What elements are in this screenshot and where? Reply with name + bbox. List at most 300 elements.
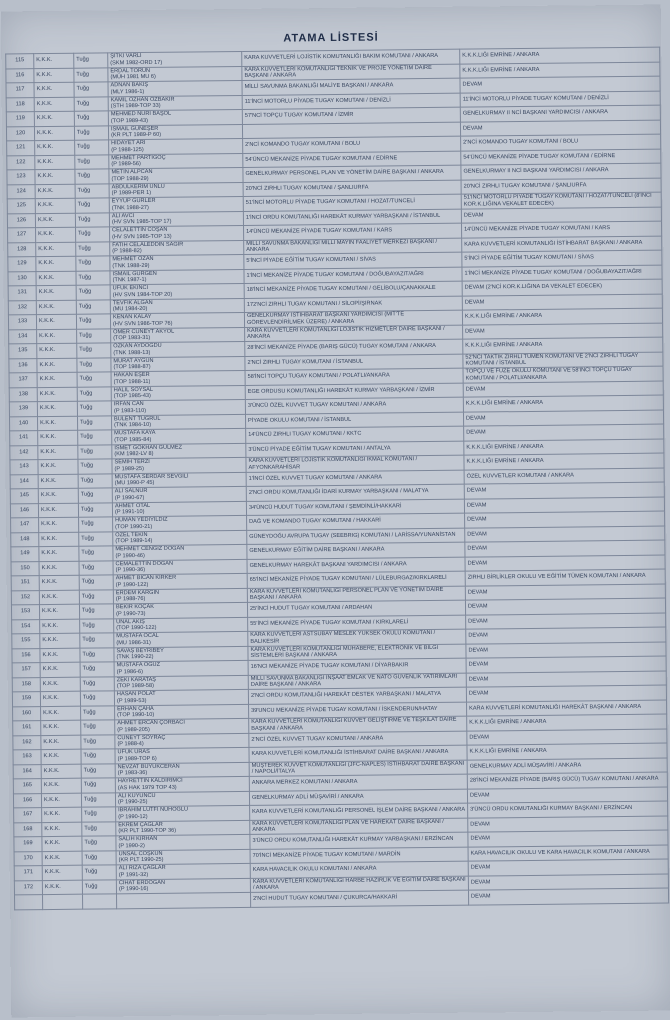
row-number: 149 [11,547,39,562]
row-number: 134 [9,329,37,344]
row-new-post: DEVAM [466,642,666,659]
row-sicil-text: (HV SVN 1985-TOP 17) [111,218,172,226]
row-rank: Tuğg [79,517,113,532]
row-name-text: ÜNSAL COŞKUN [118,850,163,857]
row-current-post: 70'İNCİ MEKANİZE PİYADE TUGAY KOMUTANI / MARDİN [250,847,468,864]
row-name-text: FATİH CELALEDDİN SAĞIR [112,241,184,248]
row-rank: Tuğg [77,415,111,430]
row-name-text: ÖMER CÜNEYT AKYOL [113,328,175,335]
row-sicil-text: (TNK 1990-22) [116,654,154,661]
row-name-text: NEVZAT BÜYÜKCERAN [117,763,180,770]
row-name [112,472,246,488]
row-name-text: METİN ALPCAN [111,169,153,176]
row-current-post: KARA KUVVETLERİ KOMUTANLIĞI KUVVET GELİŞTİRME VE TEŞKİLAT DAİRE BAŞKANI / ANKARA [249,716,467,733]
row-current-post: GÜNEYDOĞU AVRUPA TUGAY (SEEBRIG) KOMUTANI / LARİSSA/YUNANİSTAN [247,528,465,545]
row-unit: K.K.K. [39,575,79,590]
row-new-post: K.K.K.LIĞI EMRİNE / ANKARA [467,714,667,731]
row-number: 143 [10,460,38,475]
row-sicil-text: (KR PLT 1990-TOP 36) [118,827,177,835]
row-unit: K.K.K. [38,488,78,503]
row-sicil-text: (TOP 1989-58) [116,683,154,690]
row-name [112,457,246,473]
row-name-text: İRFAN CAN [113,401,144,408]
row-sicil-text: (MLY 1986-1) [110,88,145,96]
row-name [115,747,249,763]
row-name-text: ALİ SALNUR [114,488,148,495]
row-new-post: DEVAM [463,381,663,398]
row-current-post: KARA KUVVETLERİ KOMUTANLIĞI MUHABERE, ELEKTRONİK VE BİLGİ SİSTEMLERİ BAŞKANI / ANKARA [248,644,466,661]
row-number: 171 [14,866,42,881]
row-rank: Tuğg [78,444,112,459]
row-name-text: ÖZKAN AYDOĞDU [113,342,162,350]
row-name [110,254,244,270]
row-rank: Tuğg [81,763,115,778]
row-name-text: ZEKİ KARATAŞ [116,676,157,683]
row-new-post: DEVAM [465,540,665,557]
row-new-post: DEVAM [468,830,668,847]
row-name [113,588,247,604]
row-number: 139 [9,402,37,417]
row-sicil-text: (TOP 1983-31) [113,335,151,342]
row-current-post: PİYADE OKULU KOMUTANI / İSTANBUL [245,412,463,429]
row-name [115,704,249,720]
row-name-text: MURAT AYGÜN [113,357,154,364]
row-current-post: KARA KUVVETLERİ KOMUTANLIĞI İSTİHBARAT DAİRE BAŞKANI / ANKARA [249,745,467,762]
row-number: 161 [13,721,41,736]
row-new-post: DEVAM [465,584,665,601]
row-rank: Tuğg [74,53,108,68]
row-sicil-text: (TOP 1988-11) [113,378,151,386]
row-name-text: KENAN KALAY [112,314,152,321]
row-rank: Tuğg [82,836,116,851]
row-rank: Tuğg [80,618,114,633]
row-current-post: 3'ÜNCÜ PİYADE EĞİTİM TUGAY KOMUTANI / ANTALYA [246,441,464,458]
row-unit: K.K.K. [39,517,79,532]
row-unit: K.K.K. [36,242,76,257]
row-number: 131 [8,286,36,301]
row-name-text: MUSTAFA SERDAR SEVGİLİ [114,473,189,480]
row-unit: K.K.K. [35,198,75,213]
row-name-text: EKREM ÇAĞLAR [118,821,163,828]
row-name [116,834,250,850]
row-name-text: İSMAİL GÜNEŞER [110,125,159,132]
row-new-post: 51'İNCİ MOTORLU PİYADE TUGAY KOMUTANI / HOZAT/TUNCELİ (8'İNCİ KOR.K.LIĞINA VEKALET EDECEK) [461,192,661,209]
row-unit: K.K.K. [35,184,75,199]
row-name [113,544,247,560]
row-name-text: AHMET OTAL [114,502,151,509]
row-unit: K.K.K. [42,822,82,837]
row-name-text: HALİL SOYSAL [113,386,154,393]
row-name-text: EYYÜP GÜRLER [111,198,156,205]
row-rank: Tuğg [79,546,113,561]
row-number: 147 [11,518,39,533]
row-current-post: KARA HAVACILIK OKULU KOMUTANI / ANKARA [250,861,468,878]
row-unit: K.K.K. [42,865,82,880]
row-name [114,689,248,705]
row-unit: K.K.K. [40,633,80,648]
row-current-post: EGE ORDUSU KOMUTANLIĞI HAREKÂT KURMAY YARBAŞKANI / İZMİR [245,383,463,400]
row-new-post: GENELKURMAY II NCİ BAŞKANI YARDIMCISI / ANKARA [461,163,661,180]
row-rank: Tuğg [74,67,108,82]
row-new-post: KARA KUVVETLERİ KOMUTANLIĞI İSTİHBARAT BAŞKANI / ANKARA [462,236,662,253]
row-unit: K.K.K. [42,880,82,895]
row-rank: Tuğg [79,531,113,546]
row-number [15,895,43,910]
row-current-post: KARA KUVVETLERİ KOMUTANLIĞI TEKNİK VE PROJE YÖNETİM DAİRE BAŞKANI / ANKARA [242,64,460,81]
row-sicil-text: (P 1989-TOP 6) [117,755,157,763]
row-name [111,341,245,357]
row-number: 167 [14,808,42,823]
row-name-text: CÜNEYT SOYRAÇ [117,734,166,741]
row-number: 160 [13,706,41,721]
row-name [111,370,245,386]
row-new-post: DEVAM [465,555,665,572]
row-rank: Tuğg [82,807,116,822]
row-name-text: ÖZEL TEKİN [115,531,148,538]
row-number: 162 [13,735,41,750]
row-new-post: DEVAM [461,207,661,224]
row-sicil-text: (TOP 1988-87) [113,364,151,371]
row-number: 116 [6,68,34,83]
row-number: 124 [7,184,35,199]
row-name [113,515,247,531]
row-current-post: 1'İNCİ MEKANİZE PİYADE TUGAY KOMUTANI / DOĞUBAYAZIT/AĞRI [244,267,462,284]
row-new-post: DEVAM [464,497,664,514]
row-current-post: 65'İNCİ MEKANİZE PİYADE TUGAY KOMUTANI / LÜLEBURGAZ/KIRKLARELİ [247,571,465,588]
row-sicil-text: (TOP 1990-10) [117,712,155,719]
row-number: 169 [14,837,42,852]
row-new-post: K.K.K.LIĞI EMRİNE / ANKARA [460,62,660,79]
row-new-post: 52'NCİ TAKTİK ZIRHLI TÜMEN KOMUTANI VE 2'NCİ ZIRHLI TUGAY KOMUTANI / İSTANBUL [463,352,663,369]
row-sicil-text [119,900,248,901]
row-current-post: 25'İNCİ HUDUT TUGAY KOMUTANI / ARDAHAN [247,600,465,617]
row-rank: Tuğg [77,343,111,358]
row-rank [82,894,116,909]
row-number: 122 [7,155,35,170]
row-number: 129 [8,257,36,272]
row-current-post: KARA KUVVETLERİ KOMUTANLIĞI PERSONEL PLAN VE YÖNETİM DAİRE BAŞKANI / ANKARA [247,586,465,603]
row-new-post: DEVAM [464,482,664,499]
row-rank: Tuğg [82,865,116,880]
row-name-text: ERHAN ÇAHA [117,705,154,712]
row-sicil-text: (TNK 1988-29) [112,262,150,270]
row-name-text: İBRAHİM LÜTFİ NUHOĞLU [118,806,189,814]
row-name-text: TEVFİK ALGAN [112,299,153,306]
row-number: 121 [7,141,35,156]
row-number: 166 [13,793,41,808]
row-new-post: 2'NCİ KOMANDO TUGAY KOMUTANI / BOLU [461,134,661,151]
row-name [112,428,246,444]
row-new-post: DEVAM [468,874,668,891]
row-rank: Tuğg [79,589,113,604]
row-current-post: 57'NCİ TOPÇU TUGAY KOMUTANI / İZMİR [242,107,460,124]
row-name [112,443,246,459]
row-current-post: 51'İNCİ MOTORLU PİYADE TUGAY KOMUTANI / HOZAT/TUNCELİ [243,194,461,211]
row-name-text: HAKAN EŞER [113,372,150,379]
row-name-text: KAMİL ÖZHAN ÖZBAKIR [110,96,175,103]
row-unit: K.K.K. [35,140,75,155]
row-current-post: 3'ÜNCÜ ORDU KOMUTANLIĞI HAREKÂT KURMAY YARBAŞKANI / ERZİNCAN [250,832,468,849]
row-sicil-text: (MU 1984-20) [112,306,148,313]
row-name-text: BEKİR KOÇAK [115,604,154,611]
row-current-post: KARA KUVVETLERİ KOMUTANLIĞI LOJİSTİK HİZMETLER DAİRE BAŞKANI / ANKARA [245,325,463,342]
row-rank: Tuğg [77,328,111,343]
row-name [115,791,249,807]
row-current-post: 172'NCİ ZIRHLI TUGAY KOMUTANI / SİLOPİ/ŞIRNAK [244,296,462,313]
row-sicil-text: (TNK 1988-27) [111,204,149,212]
row-name-text: MUSTAFA OĞUZ [116,662,161,669]
row-name-text: ALİ RIZA ÇAĞLAR [118,864,166,872]
row-rank: Tuğg [74,111,108,126]
row-unit: K.K.K. [40,619,80,634]
row-current-post: 1'İNCİ ÖZEL KUVVET TUGAY KOMUTANI / ANKARA [246,470,464,487]
row-rank: Tuğg [75,198,109,213]
row-number: 144 [10,474,38,489]
row-rank: Tuğg [80,633,114,648]
row-new-post: 54'ÜNCÜ MEKANİZE PİYADE TUGAY KOMUTANI / EDİRNE [461,149,661,166]
row-rank: Tuğg [76,314,110,329]
row-sicil-text: (TNK 1984-10) [114,422,152,429]
row-sicil-text: (TOP 1985-43) [113,393,151,400]
row-name-text: İSMET GÖKHAN GÜLMEZ [114,444,183,451]
row-unit: K.K.K. [40,662,80,677]
row-name [116,820,250,836]
row-number: 150 [11,561,39,576]
row-number: 130 [8,271,36,286]
row-new-post: K.K.K.LIĞI EMRİNE / ANKARA [460,47,660,64]
row-unit: K.K.K. [34,97,74,112]
row-name [111,399,245,415]
row-sicil-text: (P 1989-PER 1) [111,190,152,197]
row-current-post: KARA KUVVETLERİ KOMUTANLIĞI HARBE HAZIRLIK VE EĞİTİM DAİRE BAŞKANI / ANKARA [250,876,468,893]
row-name [110,240,244,256]
row-name [111,414,245,430]
row-sicil-text: (TOP 1990-21) [115,523,153,531]
row-rank: Tuğg [76,241,110,256]
row-sicil-text: (TOP 1990-122) [116,625,157,632]
row-unit: K.K.K. [41,706,81,721]
row-rank: Tuğg [81,720,115,735]
row-name [116,849,250,865]
row-new-post: DEVAM [466,671,666,688]
row-rank: Tuğg [75,169,109,184]
row-sicil-text: (TNK 1987-1) [112,277,147,284]
row-sicil-text: (P 1990-122) [115,581,149,589]
row-new-post: 5'İNCİ PİYADE EĞİTİM TUGAY KOMUTANI / SİVAS [462,250,662,267]
row-unit: K.K.K. [36,285,76,300]
row-name-text: MUSTAFA KAYA [114,430,156,437]
row-name-text: CİHAT ERDOĞAN [118,879,166,886]
row-number: 165 [13,779,41,794]
row-new-post: DEVAM (2'NCİ KOR.K.LIĞINA DA VEKALET EDECEK) [462,279,662,296]
page-title: ATAMA LİSTESİ [283,31,379,45]
row-current-post: 2'NCİ HUDUT TUGAY KOMUTANI / ÇUKURCA/HAKKARİ [250,890,468,907]
row-name-text: SAVAŞ BEYRİBEY [116,647,164,654]
row-rank: Tuğg [79,604,113,619]
row-current-post: KARA KUVVETLERİ LOJİSTİK KOMUTANLIĞI BAKIM KOMUTANI / ANKARA [242,49,460,66]
row-new-post: 3'ÜNCÜ ORDU KOMUTANLIĞI KURMAY BAŞKANI / ERZİNCAN [468,801,668,818]
row-name-text: MUSTAFA ÖCAL [116,633,159,640]
row-rank: Tuğg [77,386,111,401]
row-unit: K.K.K. [41,764,81,779]
row-sicil-text: (P 1989-56) [111,161,141,168]
row-current-post: 5'İNCİ PİYADE EĞİTİM TUGAY KOMUTANI / SİVAS [244,252,462,269]
row-unit: K.K.K. [34,82,74,97]
row-name-text: ALİ KUYUNCU [117,792,156,799]
row-sicil-text: (P 1988-125) [111,146,144,154]
row-rank: Tuğg [74,96,108,111]
row-current-post: 2'NCİ KOMANDO TUGAY KOMUTANI / BOLU [243,136,461,153]
row-rank: Tuğg [81,705,115,720]
row-name [114,631,248,647]
row-number: 159 [12,692,40,707]
row-rank: Tuğg [81,734,115,749]
row-current-post: MÜŞTEREK KUVVET KOMUTANLIĞI (JFC-NAPLES) İSTİHBARAT DAİRE BAŞKANI / NAPOLİ/İTALYA [249,760,467,777]
row-current-post: 3'ÜNCÜ ÖZEL KUVVET TUGAY KOMUTANI / ANKARA [245,397,463,414]
assignment-table-body [6,47,669,909]
row-new-post: 11'İNCİ MOTORLU PİYADE TUGAY KOMUTANI / DENİZLİ [460,91,660,108]
row-new-post: DEVAM [468,816,668,833]
row-number: 172 [14,880,42,895]
row-rank: Tuğg [78,488,112,503]
row-rank: Tuğg [81,792,115,807]
row-current-post: 16'NCI MEKANİZE PİYADE TUGAY KOMUTANI / DİYARBAKIR [248,658,466,675]
row-new-post: ZIRHLI BİRLİKLER OKULU VE EĞİTİM TÜMEN KOMUTANI / ANKARA [465,569,665,586]
row-unit: K.K.K. [39,532,79,547]
row-name [116,892,250,908]
row-current-post: GENELKURMAY ADLİ MÜŞAVİRİ / ANKARA [249,789,467,806]
row-name-text: SALİH KIRHAN [118,836,158,843]
row-current-post: KARA KUVVETLERİ LOJİSTİK KOMUTANLIĞI İKMAL KOMUTANI / AFYONKARAHİSAR [246,455,464,472]
row-name [116,863,250,879]
row-unit: K.K.K. [36,300,76,315]
row-new-post: DEVAM [463,323,663,340]
row-new-post: K.K.K.LIĞI EMRİNE / ANKARA [462,308,662,325]
row-sicil-text: (P 1988-82) [112,248,142,255]
row-number: 127 [8,228,36,243]
row-unit: K.K.K. [34,53,74,68]
row-name [116,805,250,821]
row-new-post: DEVAM [465,526,665,543]
row-new-post: 14'ÜNCÜ MEKANİZE PİYADE TUGAY KOMUTANI / KARS [461,221,661,238]
row-sicil-text: (SKM 1982-ORD 17) [110,59,163,67]
row-sicil-text: (P 1990-46) [115,552,145,560]
row-name [108,51,242,67]
row-sicil-text: (HV SVN 1986-TOP 76) [112,320,173,328]
row-sicil-text: (P 1988-4) [117,741,144,748]
row-name [110,225,244,241]
row-number: 158 [12,677,40,692]
row-sicil-text: (TOP 1988-29) [111,175,149,183]
row-unit: K.K.K. [41,793,81,808]
row-current-post: 2'NCİ ORDU KOMUTANLIĞI HAREKÂT DESTEK YARBAŞKANI / MALATYA [248,687,466,704]
row-new-post: DEVAM [467,729,667,746]
row-number: 145 [10,489,38,504]
row-number: 125 [7,199,35,214]
row-current-post: 55'İNCİ MEKANİZE PİYADE TUGAY KOMUTANI / KIRKLARELİ [248,615,466,632]
row-unit: K.K.K. [42,836,82,851]
row-rank: Tuğg [77,357,111,372]
row-sicil-text: (P 1988-76) [115,596,146,603]
row-current-post: 34'ÜNCÜ HUDUT TUGAY KOMUTANI / ŞEMDİNLİ/HAKKARİ [246,499,464,516]
row-rank: Tuğg [80,676,114,691]
row-number: 146 [10,503,38,518]
row-current-post: GENELKURMAY HAREKÂT BAŞKANI YARDIMCISI / ANKARA [247,557,465,574]
row-name [109,211,243,227]
row-unit: K.K.K. [34,111,74,126]
row-name [108,124,242,140]
row-name [108,66,242,82]
row-new-post: K.K.K.LIĞI EMRİNE / ANKARA [463,395,663,412]
row-sicil-text: (P 1990-12) [118,813,148,821]
row-name-text: ADNAN BAKIŞ [110,82,149,89]
row-unit: K.K.K. [42,807,82,822]
row-name-text: AHMET BİCAN KIRKER [115,574,177,582]
row-name-text: HÜMAN YEDİYILDIZ [115,516,168,524]
row-sicil-text: (P 1989-53) [116,697,147,705]
row-current-post: 18'İNCİ MEKANİZE PİYADE TUGAY KOMUTANI / GELİBOLU/ÇANAKKALE [244,281,462,298]
row-rank: Tuğg [81,749,115,764]
row-rank: Tuğg [82,850,116,865]
row-name-text: MEHMED NURİ BAŞOL [110,110,172,118]
row-sicil-text: (TOP 1985-84) [114,436,152,444]
row-rank: Tuğg [76,285,110,300]
row-unit: K.K.K. [39,561,79,576]
row-number: 119 [6,112,34,127]
row-number: 152 [11,590,39,605]
row-unit: K.K.K. [37,343,77,358]
row-new-post: DEVAM [468,888,668,905]
row-unit: K.K.K. [37,401,77,416]
row-name [111,356,245,372]
row-rank: Tuğg [74,82,108,97]
row-unit: K.K.K. [35,155,75,170]
row-rank: Tuğg [74,125,108,140]
row-name [115,733,249,749]
row-sicil-text: (P 1989-205) [117,726,150,734]
row-name [113,530,247,546]
row-name [109,153,243,169]
row-sicil-text: (P 1990-16) [118,886,149,893]
row-rank: Tuğg [80,647,114,662]
row-name [111,385,245,401]
row-number: 135 [9,344,37,359]
row-current-post: MİLLİ SAVUNMA BAKANLIĞI İNŞAAT EMLAK VE NATO GÜVENLİK YATIRIMLARI DAİRE BAŞKANI / ANKARA [248,673,466,690]
row-unit: K.K.K. [38,474,78,489]
row-new-post: DEVAM [464,424,664,441]
row-new-post: DEVAM [466,656,666,673]
row-sicil-text: (KR PLT 1990-25) [118,857,164,864]
row-current-post: 11'İNCİ MOTORLU PİYADE TUGAY KOMUTANI / DENİZLİ [242,93,460,110]
row-unit: K.K.K. [38,430,78,445]
row-number: 136 [9,358,37,373]
row-new-post: DEVAM [463,410,663,427]
row-unit [43,894,83,909]
row-name [109,138,243,154]
row-number: 168 [14,822,42,837]
row-number: 154 [12,619,40,634]
row-number: 138 [9,387,37,402]
row-unit: K.K.K. [41,749,81,764]
row-rank: Tuğg [76,227,110,242]
row-new-post: DEVAM [465,598,665,615]
row-sicil-text: (P 1991-10) [114,509,145,516]
row-sicil-text: (KR PLT 1989-P 60) [111,132,162,139]
row-current-post: MİLLİ SAVUNMA BAKANLIĞI MİLLİ MAYIN FAALİYET MERKEZİ BAŞKANI / ANKARA [244,238,462,255]
row-new-post: ÖZEL KUVVETLER KOMUTANI / ANKARA [464,468,664,485]
row-number: 164 [13,764,41,779]
row-unit: K.K.K. [40,691,80,706]
